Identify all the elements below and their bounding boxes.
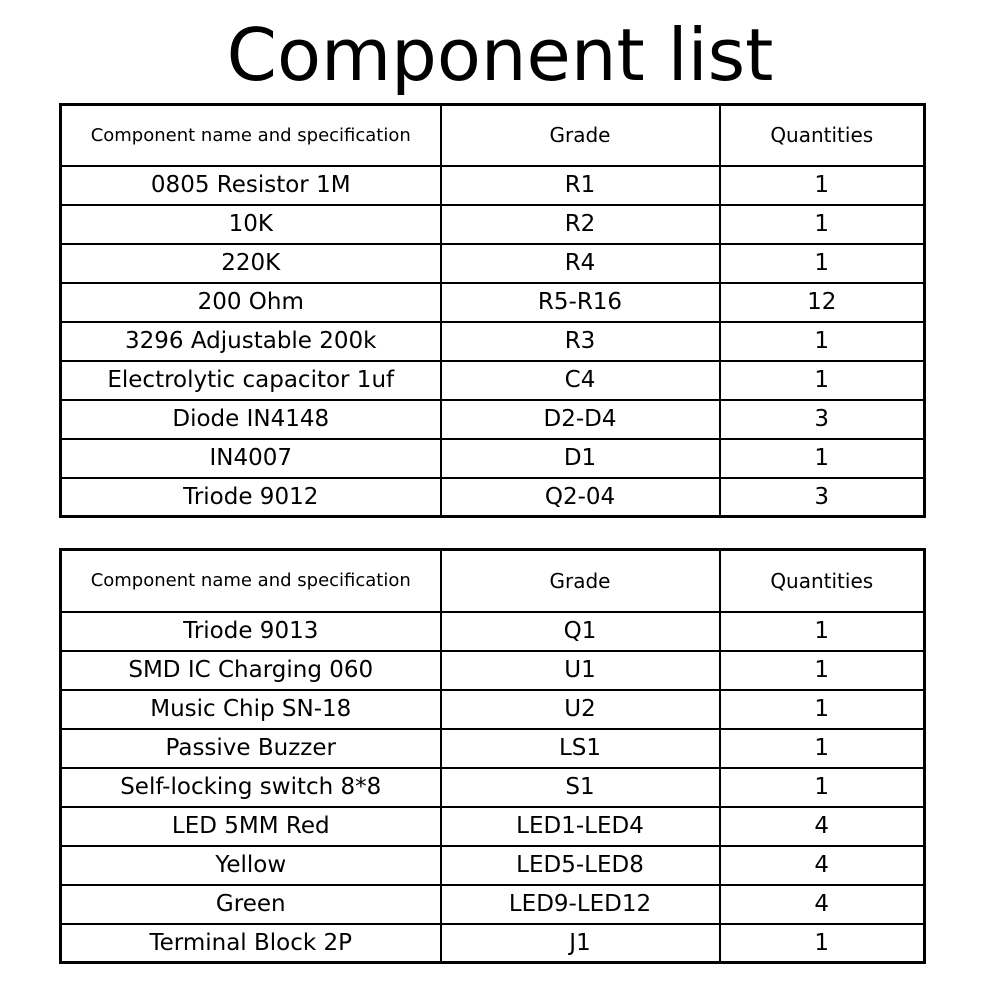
cell-grade: U2 xyxy=(441,690,720,729)
cell-component-name: IN4007 xyxy=(61,439,441,478)
table-header-row xyxy=(61,105,925,166)
table-row xyxy=(61,478,925,517)
table-row xyxy=(61,244,925,283)
table-row xyxy=(61,924,925,963)
cell-grade: Q1 xyxy=(441,612,720,651)
cell-quantity: 12 xyxy=(720,283,925,322)
cell-grade: U1 xyxy=(441,651,720,690)
cell-quantity: 1 xyxy=(720,439,925,478)
cell-quantity: 1 xyxy=(720,690,925,729)
cell-quantity: 4 xyxy=(720,846,925,885)
cell-quantity: 1 xyxy=(720,612,925,651)
cell-grade: S1 xyxy=(441,768,720,807)
cell-grade: LED5-LED8 xyxy=(441,846,720,885)
cell-quantity: 1 xyxy=(720,768,925,807)
cell-grade: LED9-LED12 xyxy=(441,885,720,924)
table-row xyxy=(61,439,925,478)
header-grade: Grade xyxy=(441,105,720,166)
cell-component-name: 0805 Resistor 1M xyxy=(61,166,441,205)
cell-component-name: Electrolytic capacitor 1uf xyxy=(61,361,441,400)
table-row xyxy=(61,846,925,885)
cell-component-name: Music Chip SN-18 xyxy=(61,690,441,729)
table-row xyxy=(61,166,925,205)
header-quantities: Quantities xyxy=(720,105,925,166)
cell-grade: Q2-04 xyxy=(441,478,720,517)
table-row xyxy=(61,729,925,768)
cell-component-name: 220K xyxy=(61,244,441,283)
cell-grade: R2 xyxy=(441,205,720,244)
cell-quantity: 4 xyxy=(720,807,925,846)
table-row xyxy=(61,283,925,322)
cell-quantity: 3 xyxy=(720,400,925,439)
cell-component-name: SMD IC Charging 060 xyxy=(61,651,441,690)
cell-component-name: Yellow xyxy=(61,846,441,885)
cell-component-name: 200 Ohm xyxy=(61,283,441,322)
table-row xyxy=(61,205,925,244)
header-quantities: Quantities xyxy=(720,550,925,612)
page-title: Component list xyxy=(226,13,774,97)
table-row xyxy=(61,361,925,400)
cell-grade: D2-D4 xyxy=(441,400,720,439)
cell-quantity: 1 xyxy=(720,166,925,205)
cell-quantity: 1 xyxy=(720,244,925,283)
header-grade: Grade xyxy=(441,550,720,612)
cell-component-name: 10K xyxy=(61,205,441,244)
component-table-2 xyxy=(59,548,926,964)
table-row xyxy=(61,322,925,361)
cell-grade: R3 xyxy=(441,322,720,361)
cell-grade: R1 xyxy=(441,166,720,205)
cell-component-name: LED 5MM Red xyxy=(61,807,441,846)
table-row xyxy=(61,400,925,439)
table-row xyxy=(61,768,925,807)
cell-component-name: Self-locking switch 8*8 xyxy=(61,768,441,807)
cell-component-name: Diode IN4148 xyxy=(61,400,441,439)
cell-quantity: 4 xyxy=(720,885,925,924)
cell-component-name: 3296 Adjustable 200k xyxy=(61,322,441,361)
cell-quantity: 1 xyxy=(720,361,925,400)
cell-quantity: 1 xyxy=(720,924,925,963)
table-row xyxy=(61,651,925,690)
cell-quantity: 1 xyxy=(720,322,925,361)
component-table-1 xyxy=(59,103,926,518)
cell-grade: R5-R16 xyxy=(441,283,720,322)
cell-quantity: 3 xyxy=(720,478,925,517)
table-row xyxy=(61,807,925,846)
header-name: Component name and specification xyxy=(61,105,441,166)
table-row xyxy=(61,885,925,924)
cell-quantity: 1 xyxy=(720,729,925,768)
table-row xyxy=(61,690,925,729)
cell-component-name: Green xyxy=(61,885,441,924)
cell-grade: J1 xyxy=(441,924,720,963)
cell-component-name: Terminal Block 2P xyxy=(61,924,441,963)
cell-grade: C4 xyxy=(441,361,720,400)
cell-component-name: Triode 9012 xyxy=(61,478,441,517)
table-header-row xyxy=(61,550,925,612)
cell-grade: R4 xyxy=(441,244,720,283)
cell-grade: D1 xyxy=(441,439,720,478)
cell-component-name: Passive Buzzer xyxy=(61,729,441,768)
cell-quantity: 1 xyxy=(720,651,925,690)
header-name: Component name and specification xyxy=(61,550,441,612)
cell-quantity: 1 xyxy=(720,205,925,244)
cell-grade: LS1 xyxy=(441,729,720,768)
table-row xyxy=(61,612,925,651)
cell-component-name: Triode 9013 xyxy=(61,612,441,651)
cell-grade: LED1-LED4 xyxy=(441,807,720,846)
